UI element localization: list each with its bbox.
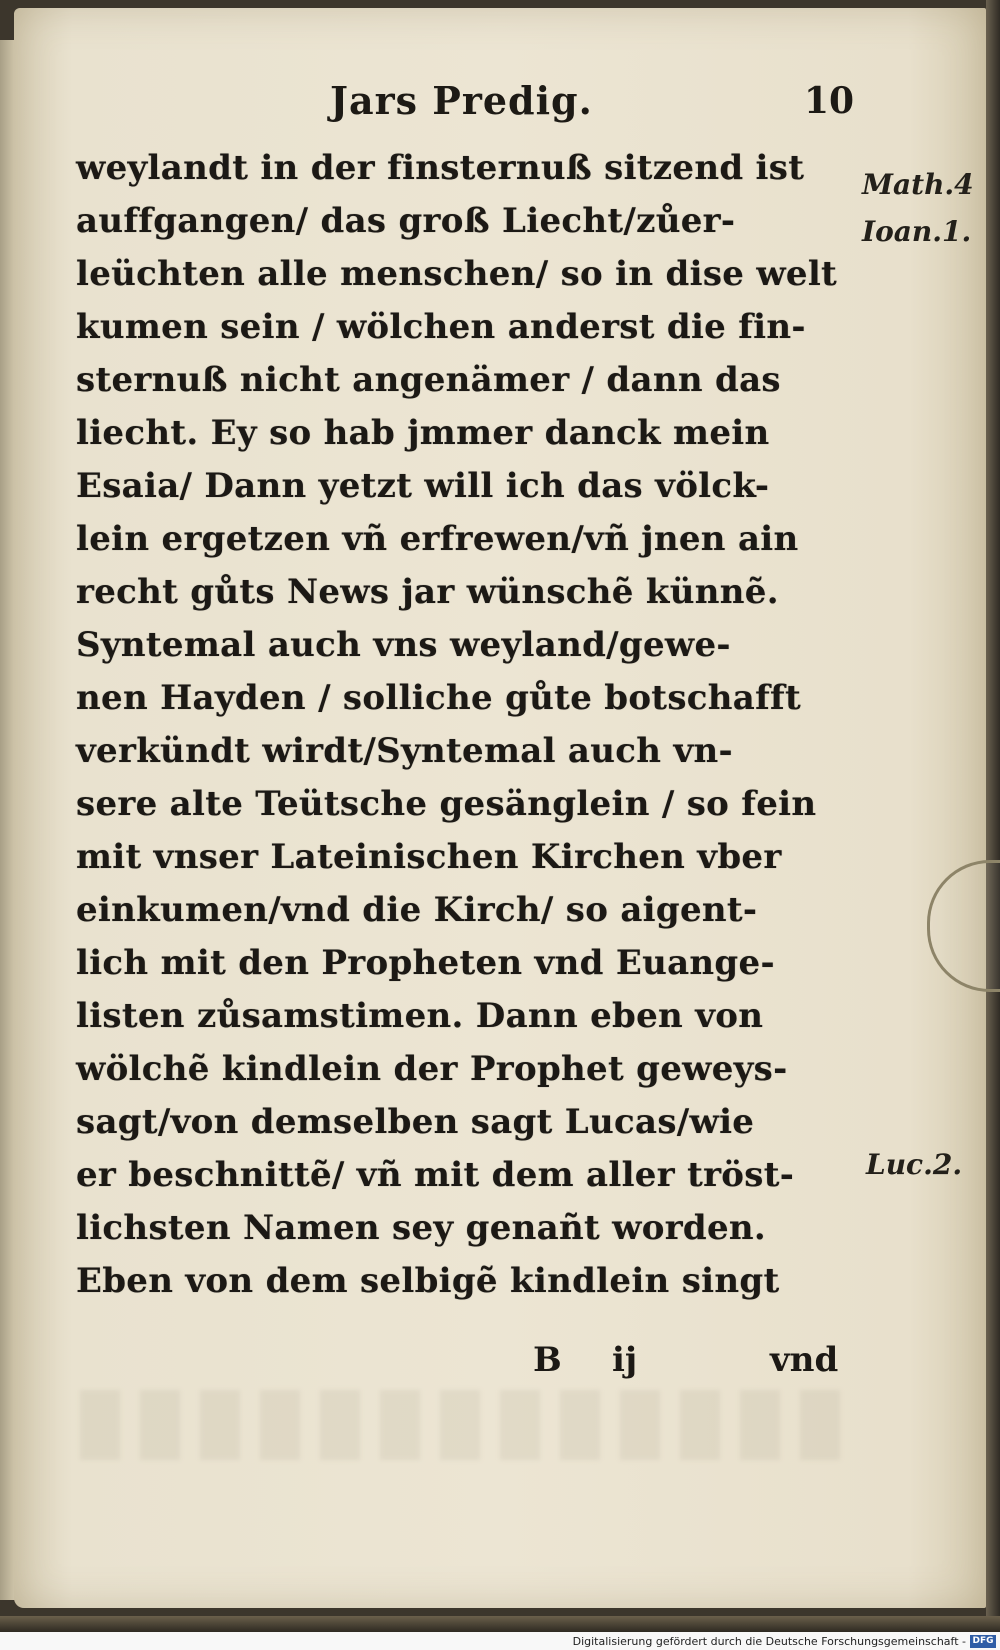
text-line: kumen sein / wölchen anderst die fin- [76, 307, 806, 347]
page-number: 10 [804, 80, 855, 122]
text-line: listen zůsamstimen. Dann eben von [76, 996, 764, 1036]
signature-mark: B [533, 1340, 562, 1380]
text-line: Esaia/ Dann yetzt will ich das völck- [76, 466, 770, 506]
text-line: weylandt in der finsternuß sitzend ist [76, 148, 805, 188]
digitization-footer [0, 1632, 1000, 1650]
running-title: Jars Predig. [330, 78, 593, 123]
signature-number: ij [612, 1340, 638, 1380]
marginal-note-matthew: Math.4 [862, 168, 974, 201]
text-line: wölchẽ kindlein der Prophet geweys- [76, 1049, 788, 1089]
running-header [320, 78, 860, 138]
text-line: lichsten Namen sey genañt worden. [76, 1208, 767, 1248]
text-line: nen Hayden / solliche gůte botschafft [76, 678, 801, 718]
text-line: leüchten alle menschen/ so in dise welt [76, 254, 838, 294]
text-line: recht gůts News jar wünschẽ künnẽ. [76, 572, 779, 612]
text-line: liecht. Ey so hab jmmer danck mein [76, 413, 770, 453]
text-line: auffgangen/ das groß Liecht/zůer- [76, 201, 736, 241]
text-line: einkumen/vnd die Kirch/ so aigent- [76, 890, 758, 930]
body-text [76, 142, 856, 1308]
text-line: mit vnser Lateinischen Kirchen vber [76, 837, 782, 877]
bleed-through-text [80, 1390, 840, 1460]
dfg-logo: DFG [970, 1635, 996, 1648]
text-line: sternuß nicht angenämer / dann das [76, 360, 781, 400]
text-line: sere alte Teütsche gesänglein / so fein [76, 784, 817, 824]
marginal-note-john: Ioan.1. [862, 215, 972, 248]
text-line: Syntemal auch vns weyland/gewe- [76, 625, 731, 665]
funding-credit: Digitalisierung gefördert durch die Deutsche Forschungsgemeinschaft - [572, 1635, 966, 1648]
text-line: verkündt wirdt/Syntemal auch vn- [76, 731, 733, 771]
book-cover-edge [986, 0, 1000, 1650]
book-bottom-edge [0, 1616, 1000, 1632]
marginal-note-luke: Luc.2. [866, 1148, 963, 1181]
text-line: lein ergetzen vñ erfrewen/vñ jnen ain [76, 519, 799, 559]
text-line: lich mit den Propheten vnd Euange- [76, 943, 775, 983]
text-line: Eben von dem selbigẽ kindlein singt [76, 1261, 780, 1301]
text-line: er beschnittẽ/ vñ mit dem aller tröst- [76, 1155, 795, 1195]
text-line: sagt/von demselben sagt Lucas/wie [76, 1102, 755, 1142]
catchword: vnd [770, 1340, 839, 1380]
